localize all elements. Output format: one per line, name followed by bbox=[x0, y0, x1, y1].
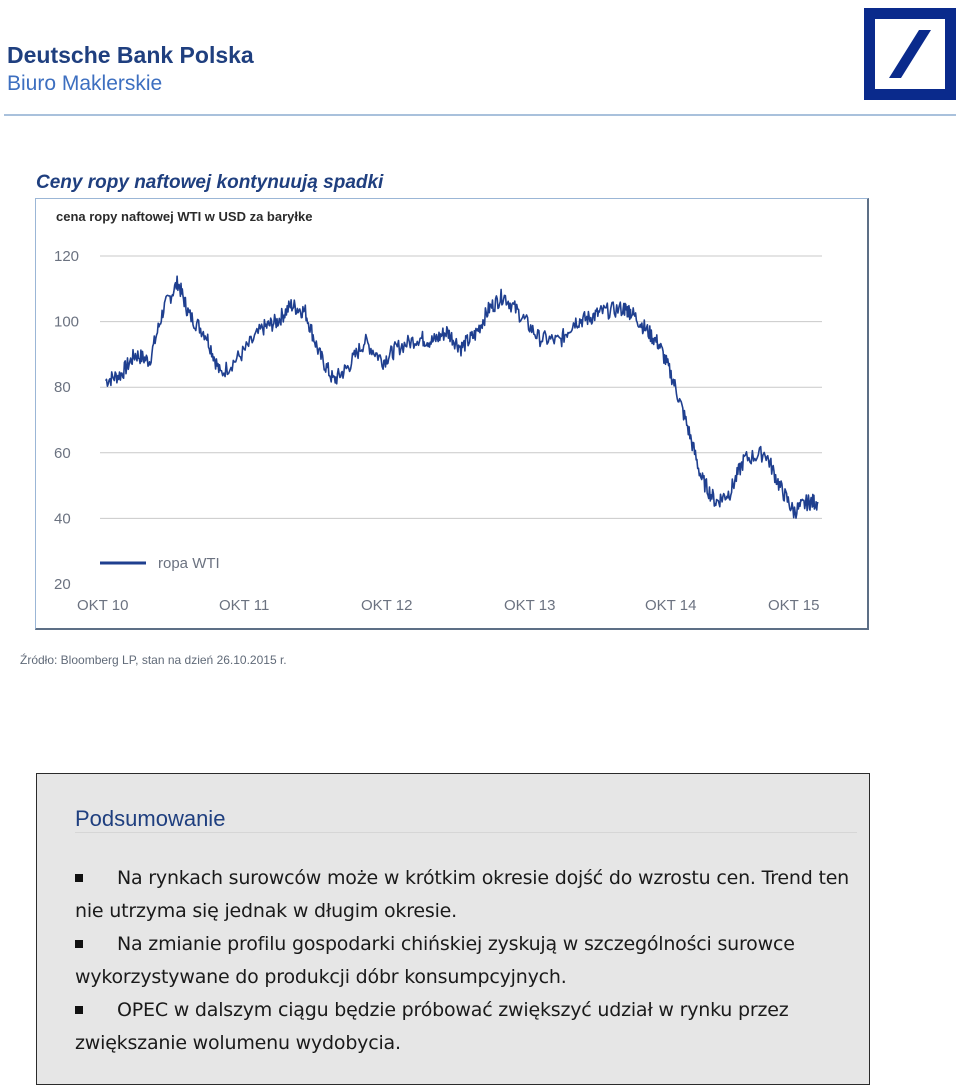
summary-bullets bbox=[75, 862, 855, 1060]
brand-subtitle: Biuro Maklerskie bbox=[7, 72, 163, 95]
summary-title: Podsumowanie bbox=[75, 806, 226, 831]
oil-price-chart bbox=[35, 198, 869, 630]
summary-bullet-text: OPEC w dalszym ciągu będzie próbować zwiększyć udział w rynku przez zwiększanie wolumenu wydobycia. bbox=[75, 999, 789, 1054]
summary-bullet-3 bbox=[75, 994, 855, 1060]
y-tick-label: 80 bbox=[54, 379, 71, 397]
source-note: Źródło: Bloomberg LP, stan na dzień 26.10.2015 r. bbox=[20, 653, 287, 667]
y-tick-label: 60 bbox=[54, 444, 71, 462]
x-tick-label: OKT 12 bbox=[361, 597, 413, 614]
header-rule bbox=[4, 114, 956, 116]
y-tick-label: 20 bbox=[54, 576, 71, 593]
summary-bullet-text: Na rynkach surowców może w krótkim okresie dojść do wzrostu cen. Trend ten nie utrzyma się jednak w długim okresie. bbox=[75, 867, 850, 922]
summary-box bbox=[36, 773, 870, 1085]
chart-canvas bbox=[36, 199, 868, 629]
summary-bullet-2 bbox=[75, 928, 855, 994]
x-tick-label: OKT 11 bbox=[219, 597, 270, 614]
chart-title: cena ropy naftowej WTI w USD za baryłke bbox=[56, 209, 313, 224]
x-tick-label: OKT 10 bbox=[77, 597, 129, 614]
y-tick-label: 120 bbox=[54, 248, 80, 265]
summary-bullet-text: Na zmianie profilu gospodarki chińskiej zyskują w szczególności surowce wykorzystywane do produkcji dóbr konsumpcyjnych. bbox=[75, 933, 795, 988]
x-tick-label: OKT 15 bbox=[768, 597, 820, 614]
bullet-square-icon bbox=[75, 874, 83, 882]
series-line-ropa-wti bbox=[106, 276, 818, 518]
y-tick-label: 40 bbox=[54, 510, 71, 528]
deutsche-bank-logo-icon bbox=[864, 8, 956, 100]
summary-rule bbox=[75, 832, 857, 833]
section-title: Ceny ropy naftowej kontynuują spadki bbox=[36, 172, 384, 193]
legend-label: ropa WTI bbox=[158, 555, 220, 572]
bullet-square-icon bbox=[75, 940, 83, 948]
summary-bullet-1 bbox=[75, 862, 855, 928]
y-tick-label: 100 bbox=[54, 313, 80, 331]
bullet-square-icon bbox=[75, 1006, 83, 1014]
brand-name: Deutsche Bank Polska bbox=[7, 42, 254, 68]
x-tick-label: OKT 13 bbox=[504, 597, 556, 614]
x-tick-label: OKT 14 bbox=[645, 597, 697, 614]
